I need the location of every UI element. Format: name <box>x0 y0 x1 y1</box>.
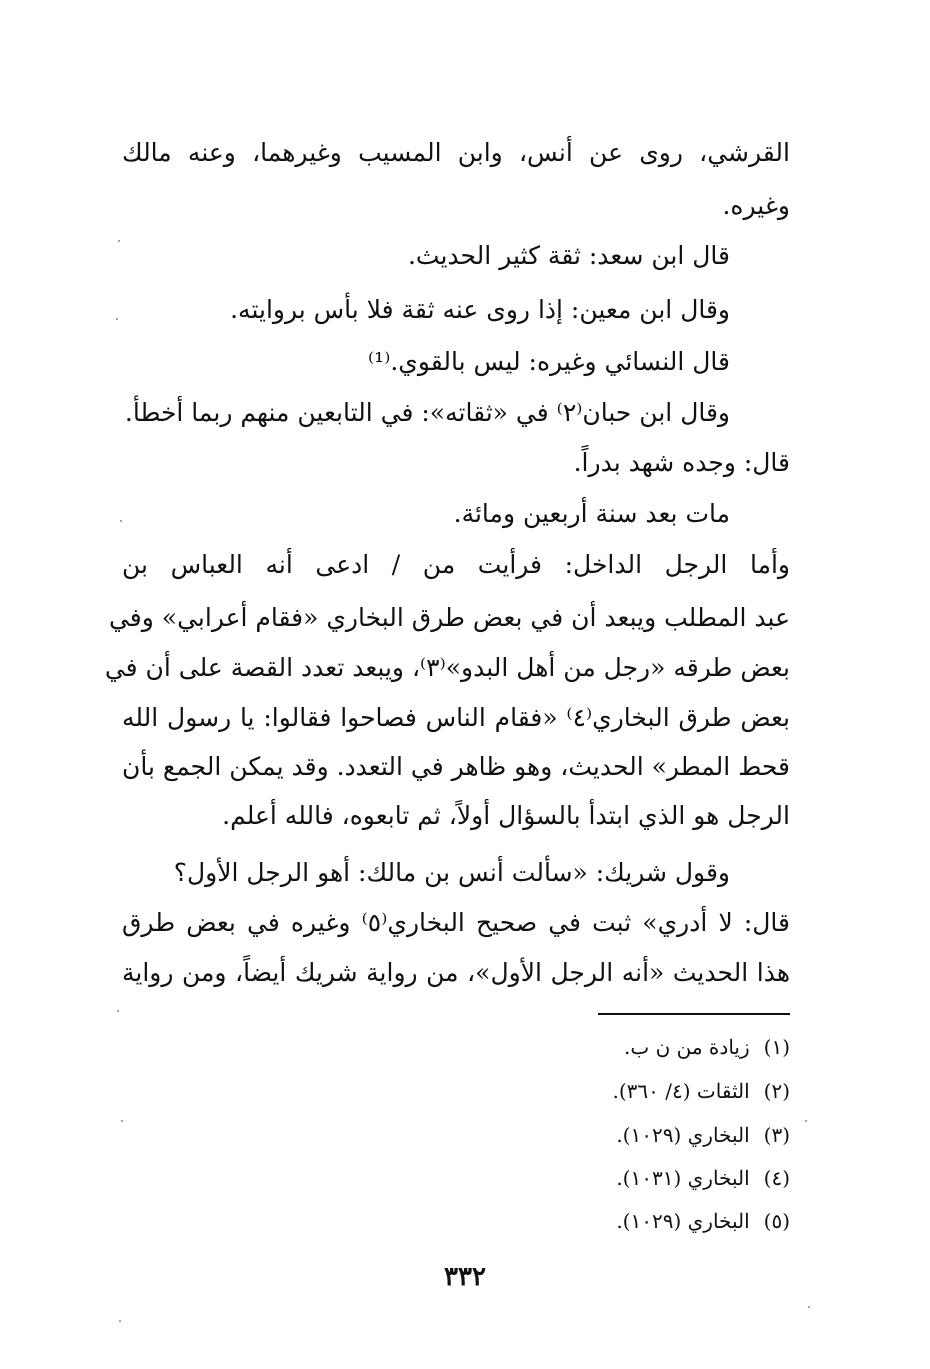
body-line: قحط المطر» الحديث، وهو ظاهر في التعدد. وقد يمكن الجمع بأن <box>122 752 790 781</box>
body-line: قال النسائي وغيره: ليس بالقوي.⁽¹⁾ <box>368 347 730 376</box>
body-line: بعض طرقه «رجل من أهل البدو»⁽٣⁾، ويبعد تعدد القصة على أن في <box>104 653 790 682</box>
footnote <box>616 1120 790 1150</box>
body-line: وأما الرجل الداخل: فرأيت من / ادعى أنه العباس بن <box>122 550 790 579</box>
body-line: وقال ابن حبان⁽٢⁾ في «ثقاته»: في التابعين منهم ربما أخطأ. <box>124 398 730 427</box>
body-line: القرشي، روى عن أنس، وابن المسيب وغيرهما، وعنه مالك <box>122 138 790 167</box>
scan-speck <box>119 1320 121 1322</box>
footnote <box>616 1163 790 1193</box>
footnote-text: الثقات (٤/ ٣٦٠). <box>612 1079 750 1103</box>
body-line: وقال ابن معين: إذا روى عنه ثقة فلا بأس بروايته. <box>230 295 730 324</box>
footnote-number: (٢) <box>763 1079 790 1103</box>
body-line: وغيره. <box>722 191 790 220</box>
scan-speck <box>121 1120 123 1122</box>
scan-speck <box>117 1010 119 1012</box>
scan-speck <box>118 240 120 242</box>
footnote-number: (٤) <box>763 1166 790 1190</box>
body-line: مات بعد سنة أربعين ومائة. <box>453 499 730 528</box>
footnote-number: (١) <box>763 1035 790 1059</box>
page-number: ٣٣٢ <box>444 1262 486 1292</box>
footnote-text: البخاري (١٠٢٩). <box>616 1123 750 1147</box>
footnote-divider <box>598 1013 790 1015</box>
scan-speck <box>808 1306 810 1308</box>
body-line: هذا الحديث «أنه الرجل الأول»، من رواية شريك أيضاً، ومن رواية <box>122 958 790 987</box>
footnote-text: البخاري (١٠٣١). <box>616 1166 750 1190</box>
footnote-text: البخاري (١٠٢٩). <box>616 1209 750 1233</box>
body-line: قال ابن سعد: ثقة كثير الحديث. <box>407 241 730 270</box>
footnote-text: زيادة من ن ب. <box>624 1035 750 1059</box>
body-line: عبد المطلب ويبعد أن في بعض طرق البخاري «فقام أعرابي» وفي <box>108 603 790 632</box>
body-line: قال: وجده شهد بدراً. <box>573 448 790 477</box>
body-line: وقول شريك: «سألت أنس بن مالك: أهو الرجل الأول؟ <box>173 858 730 887</box>
body-line: بعض طرق البخاري⁽٤⁾ «فقام الناس فصاحوا فقالوا: يا رسول الله <box>122 703 790 732</box>
footnote <box>616 1206 790 1236</box>
body-line: قال: لا أدري» ثبت في صحيح البخاري⁽٥⁾ وغيره في بعض طرق <box>122 908 790 937</box>
scan-speck <box>805 1120 807 1122</box>
footnote-number: (٣) <box>763 1123 790 1147</box>
footnote-number: (٥) <box>763 1209 790 1233</box>
scan-speck <box>116 318 118 320</box>
body-line: الرجل هو الذي ابتدأ بالسؤال أولاً، ثم تابعوه، فالله أعلم. <box>222 801 790 830</box>
footnote <box>624 1032 790 1062</box>
scan-speck <box>120 520 122 522</box>
footnote <box>612 1076 790 1106</box>
